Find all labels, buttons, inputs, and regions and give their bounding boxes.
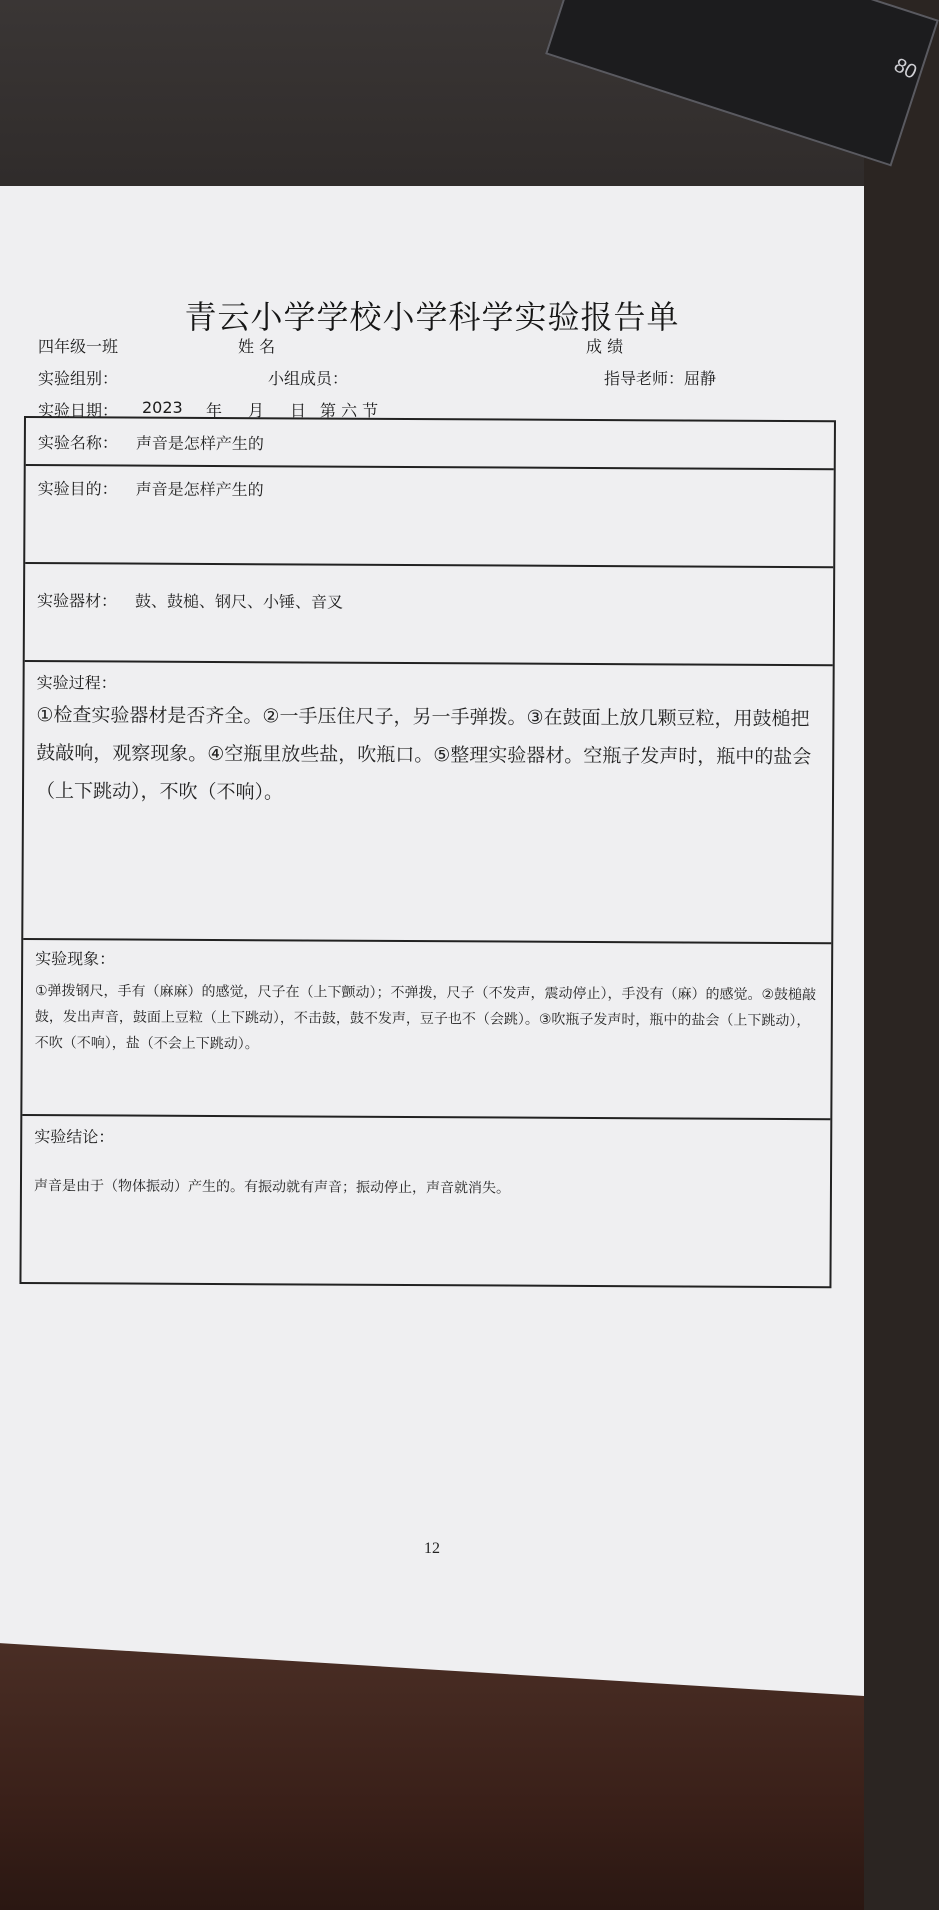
members-label: 小组成员： bbox=[268, 369, 349, 388]
laptop-label: 80 bbox=[890, 54, 920, 84]
name-label: 姓 名 bbox=[238, 337, 276, 356]
date-session: 第 六 节 bbox=[320, 401, 379, 420]
conclusion-text: 声音是由于（物体振动）产生的。有振动就有声音；振动停止，声音就消失。 bbox=[33, 1178, 511, 1197]
page-number: 12 bbox=[424, 1540, 440, 1557]
exp-name-value: 声音是怎样产生的 bbox=[135, 433, 264, 454]
teacher-text: 指导老师：屈静 bbox=[604, 369, 717, 388]
group-label: 实验组别： bbox=[38, 369, 119, 388]
materials-label: 实验器材： bbox=[36, 591, 118, 611]
process-text: ①检查实验器材是否齐全。②一手压住尺子，另一手弹拨。③在鼓面上放几颗豆粒，用鼓槌把鼓敲响，观察现象。④空瓶里放些盐，吹瓶口。⑤整理实验器材。空瓶子发声时，瓶中的盐会（上下跳动），不吹（不响）。 bbox=[35, 704, 812, 804]
date-month-unit: 月 bbox=[248, 401, 265, 420]
report-title: 青云小学学校小学科学实验报告单 bbox=[184, 298, 680, 336]
purpose-value: 声音是怎样产生的 bbox=[135, 479, 264, 500]
phenomenon-label: 实验现象： bbox=[35, 949, 116, 969]
row-purpose bbox=[25, 466, 834, 568]
row-process bbox=[23, 662, 832, 944]
report-table bbox=[19, 416, 836, 1288]
exp-name-label: 实验名称： bbox=[37, 433, 118, 453]
date-year: 2023 bbox=[142, 398, 183, 417]
row-experiment-name bbox=[26, 418, 834, 470]
class-text: 四年级一班 bbox=[38, 337, 119, 356]
conclusion-label: 实验结论： bbox=[34, 1127, 115, 1147]
process-label: 实验过程： bbox=[36, 673, 117, 693]
date-label: 实验日期： bbox=[38, 401, 119, 420]
row-materials bbox=[25, 564, 834, 666]
date-year-unit: 年 bbox=[206, 401, 223, 420]
row-phenomenon bbox=[22, 940, 831, 1120]
row-conclusion bbox=[21, 1116, 830, 1286]
materials-value: 鼓、鼓槌、钢尺、小锤、音叉 bbox=[134, 591, 344, 612]
purpose-label: 实验目的： bbox=[37, 479, 118, 499]
score-label: 成 绩 bbox=[586, 337, 624, 356]
date-day-unit: 日 bbox=[290, 401, 307, 420]
phenomenon-text: ①弹拨钢尺，手有（麻麻）的感觉，尺子在（上下颤动）；不弹拨，尺子（不发声，震动停止），手没有（麻）的感觉。②鼓槌敲鼓，发出声音，鼓面上豆粒（上下跳动），不击鼓，鼓不发声，豆子也不（会跳）。③吹瓶子发声时，瓶中的盐会（上下跳动），不吹（不响），盐（不会上下跳动）。 bbox=[34, 983, 817, 1053]
